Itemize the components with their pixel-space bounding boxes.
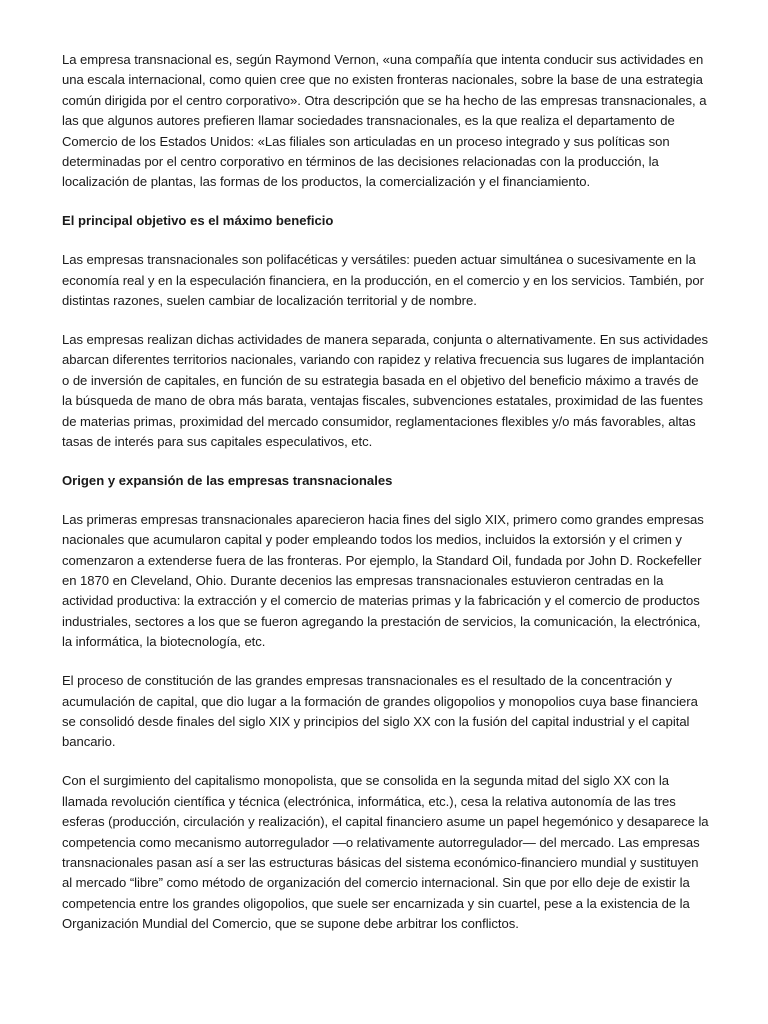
- heading-principal-objetivo: El principal objetivo es el máximo beneficio: [62, 213, 334, 229]
- heading-origen-expansion: Origen y expansión de las empresas transnacionales: [62, 472, 393, 488]
- paragraph-primeras-empresas: Las primeras empresas transnacionales aparecieron hacia fines del siglo XIX, primero como grandes empresas nacionales que acumularon capital y poder empleando todos los medios, incluidos la extorsión y el crimen y comenzaron a extenderse fuera de las fronteras. Por ejemplo, la Standard Oil, fundada por John D. Rockefeller en 1870 en Cleveland, Ohio. Durante decenios las empresas transnacionales estuvieron centradas en la actividad productiva: la extracción y el comercio de materias primas y la fabricación y el comercio de productos industriales, sectores a los que se fueron agregando la prestación de servicios, la comunicación, la electrónica, la informática, la biotecnología, etc.: [62, 511, 704, 650]
- paragraph-gap: [62, 452, 710, 471]
- paragraph-proceso-constitucion: El proceso de constitución de las grandes empresas transnacionales es el resultado de la concentración y acumulación de capital, que dio lugar a la formación de grandes oligopolios y monopolios cuya base financiera se consolidó desde finales del siglo XIX y principios del siglo XX con la fusión del capital industrial y el capital bancario.: [62, 673, 698, 750]
- paragraph-polifaceticas: Las empresas transnacionales son polifacéticas y versátiles: pueden actuar simultánea o sucesivamente en la economía real y en la especulación financiera, en la producción, en el comercio y en los servicios. También, por distintas razones, suelen cambiar de localización territorial y de nombre.: [62, 252, 704, 309]
- paragraph-actividades: Las empresas realizan dichas actividades de manera separada, conjunta o alternativamente. En sus actividades abarcan diferentes territorios nacionales, variando con rapidez y relativa frecuencia sus lugares de implantación o de inversión de capitales, en función de su estrategia basada en el objetivo del beneficio máximo a través de la búsqueda de mano de obra más barata, ventajas fiscales, subvenciones estatales, proximidad de las fuentes de materias primas, proximidad del mercado consumidor, reglamentaciones flexibles y/o más favorables, altas tasas de interés para sus capitales especulativos, etc.: [62, 331, 709, 449]
- paragraph-capitalismo-monopolista: Con el surgimiento del capitalismo monopolista, que se consolida en la segunda mitad del siglo XX con la llamada revolución científica y técnica (electrónica, informática, etc.), cesa la relativa autonomía de las tres esferas (producción, circulación y realización), el capital financiero asume un papel hegemónico y desaparece la competencia como mecanismo autorregulador —o relativamente autorregulador— del mercado. Las empresas transnacionales pasan así a ser las estructuras básicas del sistema económico-financiero mundial y sustituyen al mercado “libre” como método de organización del comercio internacional. Sin que por ello deje de existir la competencia entre los grandes oligopolios, que suele ser encarnizada y sin cuartel, pese a la existencia de la Organización Mundial del Comercio, que se supone debe arbitrar los conflictos.: [62, 773, 709, 932]
- paragraph-vernon-definition: La empresa transnacional es, según Raymond Vernon, «una compañía que intenta conducir sus actividades en una escala internacional, como quien cree que no existen fronteras nacionales, sobre la base de una estrategia común dirigida por el centro corporativo». Otra descripción que se ha hecho de las empresas transnacionales, a las que algunos autores prefieren llamar sociedades transnacionales, es la que realiza el departamento de Comercio de los Estados Unidos: «Las filiales son articuladas en un proceso integrado y sus políticas son determinadas por el centro corporativo en términos de las decisiones relacionadas con la producción, la localización de plantas, las formas de los productos, la comercialización y el financiamiento.: [62, 52, 707, 190]
- paragraph-gap: [62, 232, 710, 251]
- paragraph-gap: [62, 311, 710, 330]
- paragraph-gap: [62, 653, 710, 672]
- paragraph-gap: [62, 753, 710, 772]
- paragraph-gap: [62, 193, 710, 212]
- paragraph-gap: [62, 491, 710, 510]
